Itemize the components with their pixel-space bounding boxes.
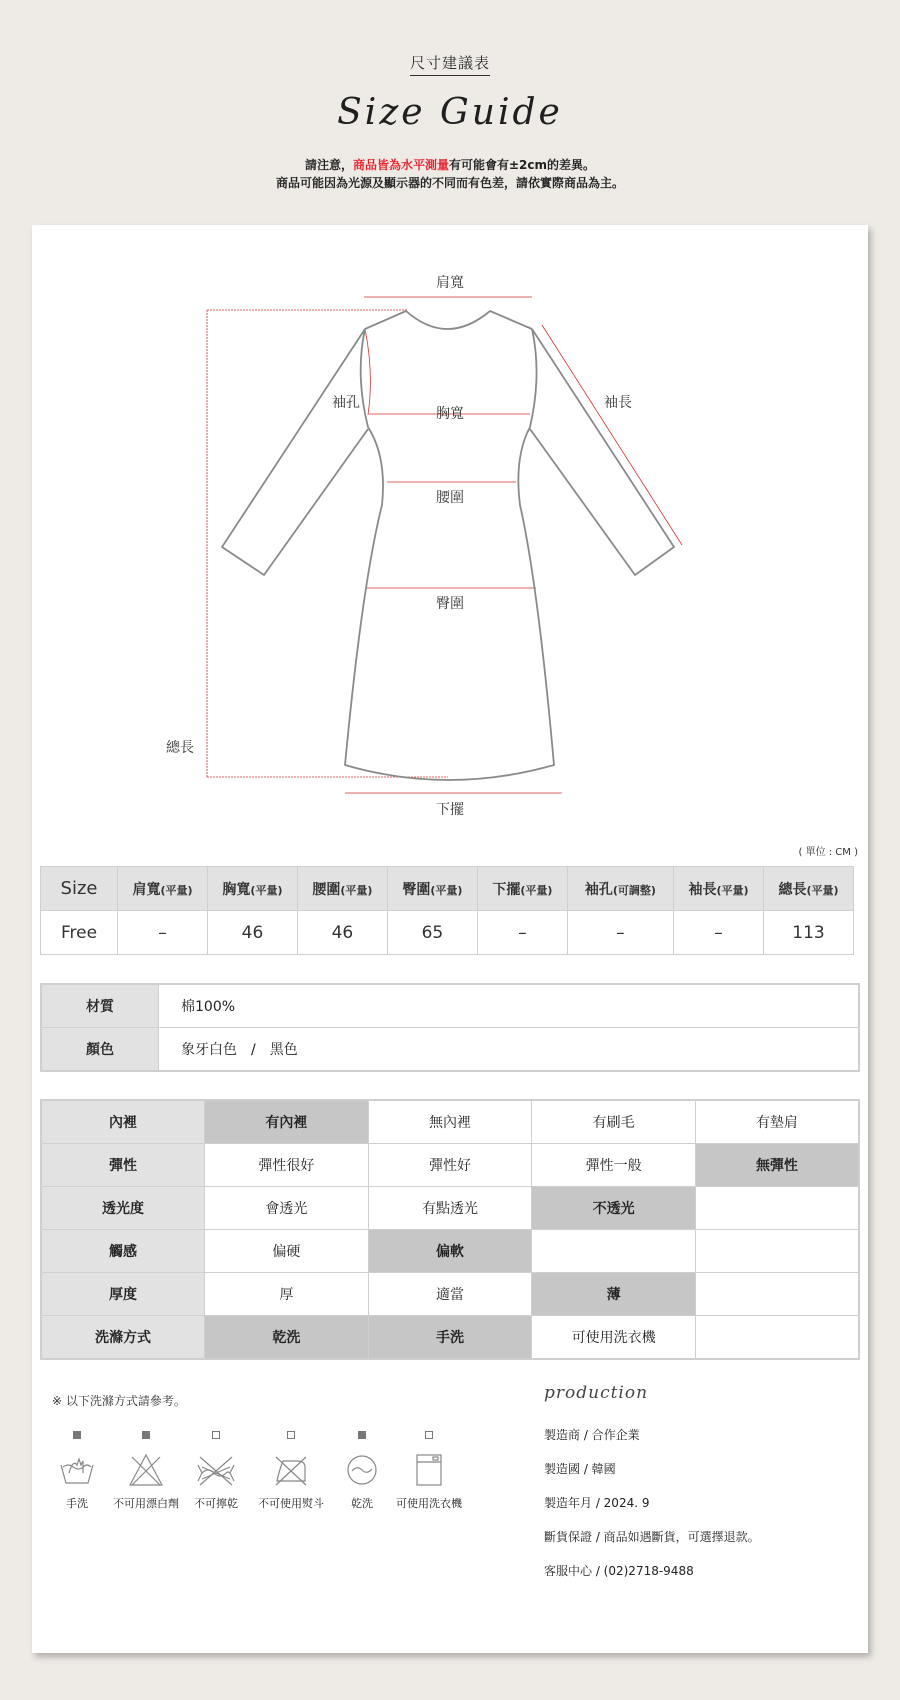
touch-option: 偏軟	[368, 1230, 532, 1273]
table-row	[41, 1187, 859, 1230]
value-hip: 65	[387, 911, 477, 955]
size-table	[40, 866, 854, 955]
unchecked-box	[212, 1431, 220, 1439]
unchecked-box	[287, 1431, 295, 1439]
value-hem: –	[477, 911, 567, 955]
production-title: production	[544, 1383, 649, 1403]
dry-clean-icon	[344, 1453, 380, 1487]
unit-label: ( 單位 : CM )	[798, 847, 858, 858]
label-sleeve: 袖長	[604, 395, 632, 411]
wash-note: ※ 以下洗滌方式請參考。	[52, 1394, 186, 1408]
wash-item-no-iron: 不可使用熨斗	[246, 1431, 336, 1511]
label-armhole: 袖孔	[332, 395, 360, 411]
thickness-option: 適當	[368, 1273, 532, 1316]
lining-option: 無內裡	[368, 1100, 532, 1144]
color-value: 象牙白色 / 黑色	[159, 1028, 860, 1072]
table-row	[41, 1100, 859, 1144]
header-waist: 腰圍(平量)	[297, 867, 387, 911]
size-table-header	[41, 867, 854, 911]
dress-diagram	[32, 225, 868, 835]
transparency-option: 會透光	[205, 1187, 369, 1230]
measurement-notice: 請注意，商品皆為水平測量有可能會有±2cm的差異。 商品可能因為光源及顯示器的不同而有色差，請依實際商品為主。	[275, 158, 624, 190]
lining-option: 有內裡	[205, 1100, 369, 1144]
value-sleeve: –	[674, 911, 764, 955]
features-table	[40, 1099, 860, 1360]
production-country: 製造國 / 韓國	[544, 1462, 616, 1476]
table-row	[41, 1028, 859, 1072]
color-label: 顏色	[41, 1028, 159, 1072]
elasticity-option: 無彈性	[695, 1144, 859, 1187]
material-label: 材質	[41, 984, 159, 1028]
washing-option: 可使用洗衣機	[532, 1316, 696, 1360]
header-chest: 胸寬(平量)	[207, 867, 297, 911]
table-row	[41, 1316, 859, 1360]
touch-option	[695, 1230, 859, 1273]
transparency-option: 有點透光	[368, 1187, 532, 1230]
thickness-option: 薄	[532, 1273, 696, 1316]
production-date: 製造年月 / 2024. 9	[544, 1496, 650, 1510]
size-card	[32, 225, 868, 1653]
header-shoulder: 肩寬(平量)	[118, 867, 208, 911]
no-bleach-icon	[128, 1453, 164, 1487]
wash-item-machine-wash: 可使用洗衣機	[384, 1431, 474, 1511]
page-title: Size Guide	[337, 92, 563, 133]
elasticity-option: 彈性好	[368, 1144, 532, 1187]
wash-item-hand-wash: 手洗	[32, 1431, 122, 1511]
checked-box	[142, 1431, 150, 1439]
thickness-option	[695, 1273, 859, 1316]
header-armhole: 袖孔(可調整)	[567, 867, 673, 911]
label-hip: 臀圍	[436, 596, 464, 612]
production-manufacturer: 製造商 / 合作企業	[544, 1428, 640, 1442]
washing-option: 手洗	[368, 1316, 532, 1360]
thickness-label: 厚度	[41, 1273, 205, 1316]
size-header: Size	[41, 867, 118, 911]
header-sleeve: 袖長(平量)	[674, 867, 764, 911]
washing-option: 乾洗	[205, 1316, 369, 1360]
production-service: 客服中心 / (02)2718-9488	[544, 1564, 694, 1578]
transparency-label: 透光度	[41, 1187, 205, 1230]
table-row	[41, 911, 854, 955]
subtitle: 尺寸建議表	[0, 52, 900, 73]
elasticity-label: 彈性	[41, 1144, 205, 1187]
table-row	[41, 1144, 859, 1187]
wash-item-no-wring: 不可擰乾	[171, 1431, 261, 1511]
value-armhole: –	[567, 911, 673, 955]
washing-option	[695, 1316, 859, 1360]
header-length: 總長(平量)	[763, 867, 853, 911]
lining-option: 有刷毛	[532, 1100, 696, 1144]
material-table	[40, 983, 860, 1072]
table-row	[41, 984, 859, 1028]
value-waist: 46	[297, 911, 387, 955]
elasticity-option: 彈性很好	[205, 1144, 369, 1187]
transparency-option	[695, 1187, 859, 1230]
transparency-option: 不透光	[532, 1187, 696, 1230]
no-iron-icon	[273, 1453, 309, 1487]
size-free: Free	[41, 911, 118, 955]
touch-option: 偏硬	[205, 1230, 369, 1273]
lining-option: 有墊肩	[695, 1100, 859, 1144]
value-length: 113	[763, 911, 853, 955]
header-hem: 下擺(平量)	[477, 867, 567, 911]
touch-option	[532, 1230, 696, 1273]
elasticity-option: 彈性一般	[532, 1144, 696, 1187]
machine-wash-icon	[411, 1453, 447, 1487]
touch-label: 觸感	[41, 1230, 205, 1273]
value-shoulder: –	[118, 911, 208, 955]
wash-item-no-bleach: 不可用漂白劑	[101, 1431, 191, 1511]
wash-item-dry-clean: 乾洗	[317, 1431, 407, 1511]
production-guarantee: 斷貨保證 / 商品如遇斷貨，可選擇退款。	[544, 1530, 760, 1544]
checked-box	[73, 1431, 81, 1439]
lining-label: 內裡	[41, 1100, 205, 1144]
label-shoulder: 肩寬	[436, 275, 464, 291]
unchecked-box	[425, 1431, 433, 1439]
label-chest: 胸寬	[436, 406, 464, 422]
label-waist: 腰圍	[436, 490, 464, 506]
label-hem: 下擺	[436, 802, 464, 818]
table-row	[41, 1273, 859, 1316]
checked-box	[358, 1431, 366, 1439]
table-row	[41, 1230, 859, 1273]
material-value: 棉100%	[159, 984, 860, 1028]
header-hip: 臀圍(平量)	[387, 867, 477, 911]
no-wring-icon	[196, 1453, 236, 1487]
value-chest: 46	[207, 911, 297, 955]
dress-outline	[32, 225, 868, 835]
washing-label: 洗滌方式	[41, 1316, 205, 1360]
hand-wash-icon	[59, 1453, 95, 1487]
label-length: 總長	[166, 740, 194, 756]
thickness-option: 厚	[205, 1273, 369, 1316]
